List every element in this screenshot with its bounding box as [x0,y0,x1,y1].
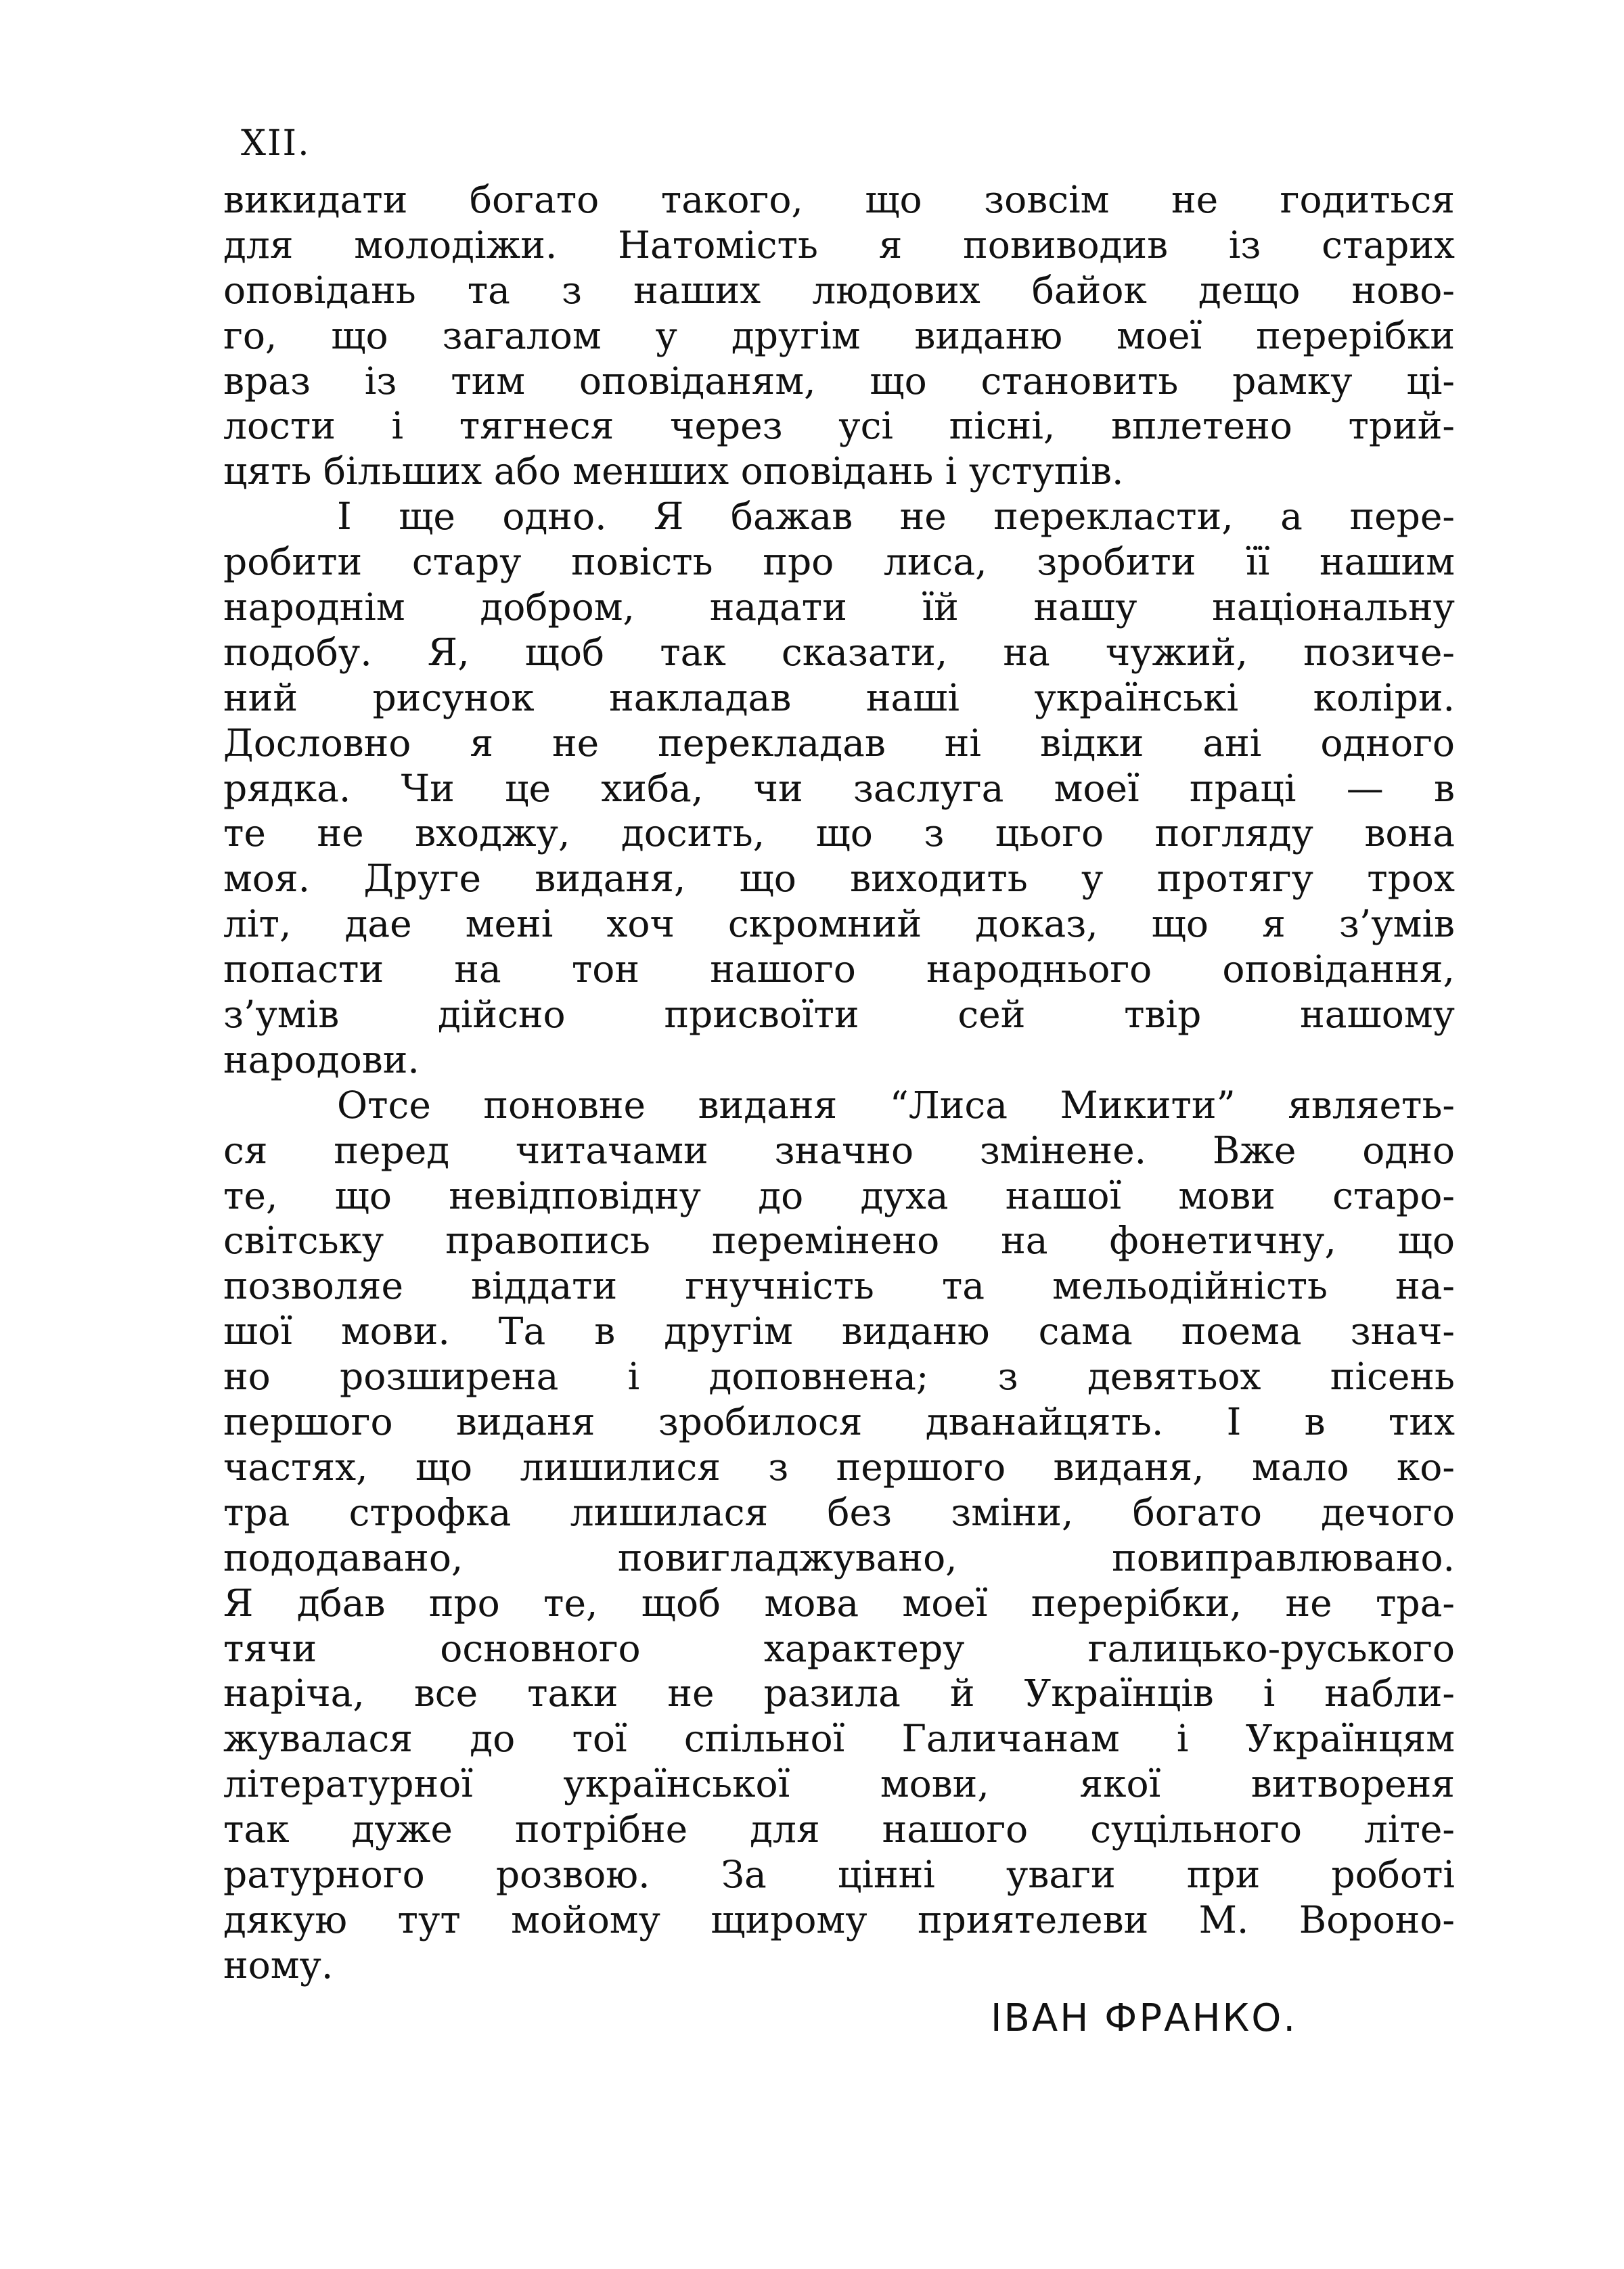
text-line: Я дбав про те, щоб мова моеї перерібки, не тра- [223,1581,1455,1625]
page-number: XII. [241,123,311,164]
text-line: народнім добром, надати їй нашу національну [223,585,1455,629]
paragraph-2 [223,494,1455,1083]
text-line: шої мови. Та в другім виданю сама поема знач- [223,1309,1455,1353]
text-line: робити стару повість про лиса, зробити її нашим [223,540,1455,584]
text-line: подобу. Я, щоб так сказати, на чужий, позиче- [223,630,1455,674]
text-line: оповідань та з наших людових байок дещо ново- [223,268,1455,312]
text-line: тра строфка лишилася без зміни, богато дечого [223,1490,1455,1534]
text-line: враз із тим оповіданям, що становить рамку ці- [223,359,1455,403]
text-line: но розширена і доповнена; з девятьох пісень [223,1355,1455,1399]
text-line: для молодіжи. Натомість я повиводив із старих [223,223,1455,267]
text-line: народови. [223,1037,420,1081]
text-line: ся перед читачами значно змінене. Вже одно [223,1128,1455,1172]
text-line: моя. Друге виданя, що виходить у протягу трох [223,857,1455,901]
text-line: рядка. Чи це хиба, чи заслуга моеї праці — в [223,766,1455,810]
text-line: те, що невідповідну до духа нашої мови старо- [223,1173,1455,1217]
text-line: світську правопись перемінено на фонетичну, що [223,1219,1455,1263]
text-line: попасти на тон нашого народнього оповідання, [223,947,1455,991]
text-line: літ, дае мені хоч скромний доказ, що я з’умів [223,902,1455,946]
text-line: тячи основного характеру галицько-руського [223,1626,1455,1670]
text-line: дякую тут мойому щирому приятелеви М. Вороно- [223,1897,1455,1941]
text-line: частях, що лишилися з першого виданя, мало ко- [223,1445,1455,1489]
text-line: те не входжу, досить, що з цього погляду вона [223,811,1455,855]
text-line: Дословно я не перекладав ні відки ані одного [223,721,1455,765]
paragraph-1 [223,177,1455,494]
text-line: викидати богато такого, що зовсім не годиться [223,178,1455,221]
paragraph-3 [223,1083,1455,1988]
text-line: І ще одно. Я бажав не перекласти, а пере- [337,495,1455,539]
text-line: ратурного розвою. За цінні уваги при роботі [223,1852,1455,1896]
text-line: ний рисунок накладав наші українські коліри. [223,675,1455,719]
text-line: го, що загалом у другім виданю моеї перерібки [223,313,1455,357]
text-line: жувалася до тої спільної Галичанам і Українцям [223,1717,1455,1761]
text-line: Отсе поновне виданя “Лиса Микити” являеть- [337,1083,1455,1127]
text-line: лости і тягнеся через усі пісні, вплетено трий- [223,404,1455,448]
body-text [223,177,1455,1988]
text-line: цять більших або менших оповідань і уступів. [223,449,1124,493]
text-line: так дуже потрібне для нашого суцільного літе- [223,1807,1455,1851]
text-line: пододавано, повигладжувано, повиправлювано. [223,1535,1455,1579]
text-line: літературної української мови, якої витвореня [223,1762,1455,1806]
text-line: ному. [223,1943,334,1987]
text-line: першого виданя зробилося дванайцять. І в тих [223,1400,1455,1444]
text-line: наріча, все таки не разила й Українців і набли- [223,1671,1455,1715]
text-line: позволяе віддати гнучність та мельодійність на- [223,1264,1455,1308]
text-line: з’умів дійсно присвоїти сей твір нашому [223,993,1455,1037]
author-signature: ІВАН ФРАНКО. [991,1996,1298,2040]
